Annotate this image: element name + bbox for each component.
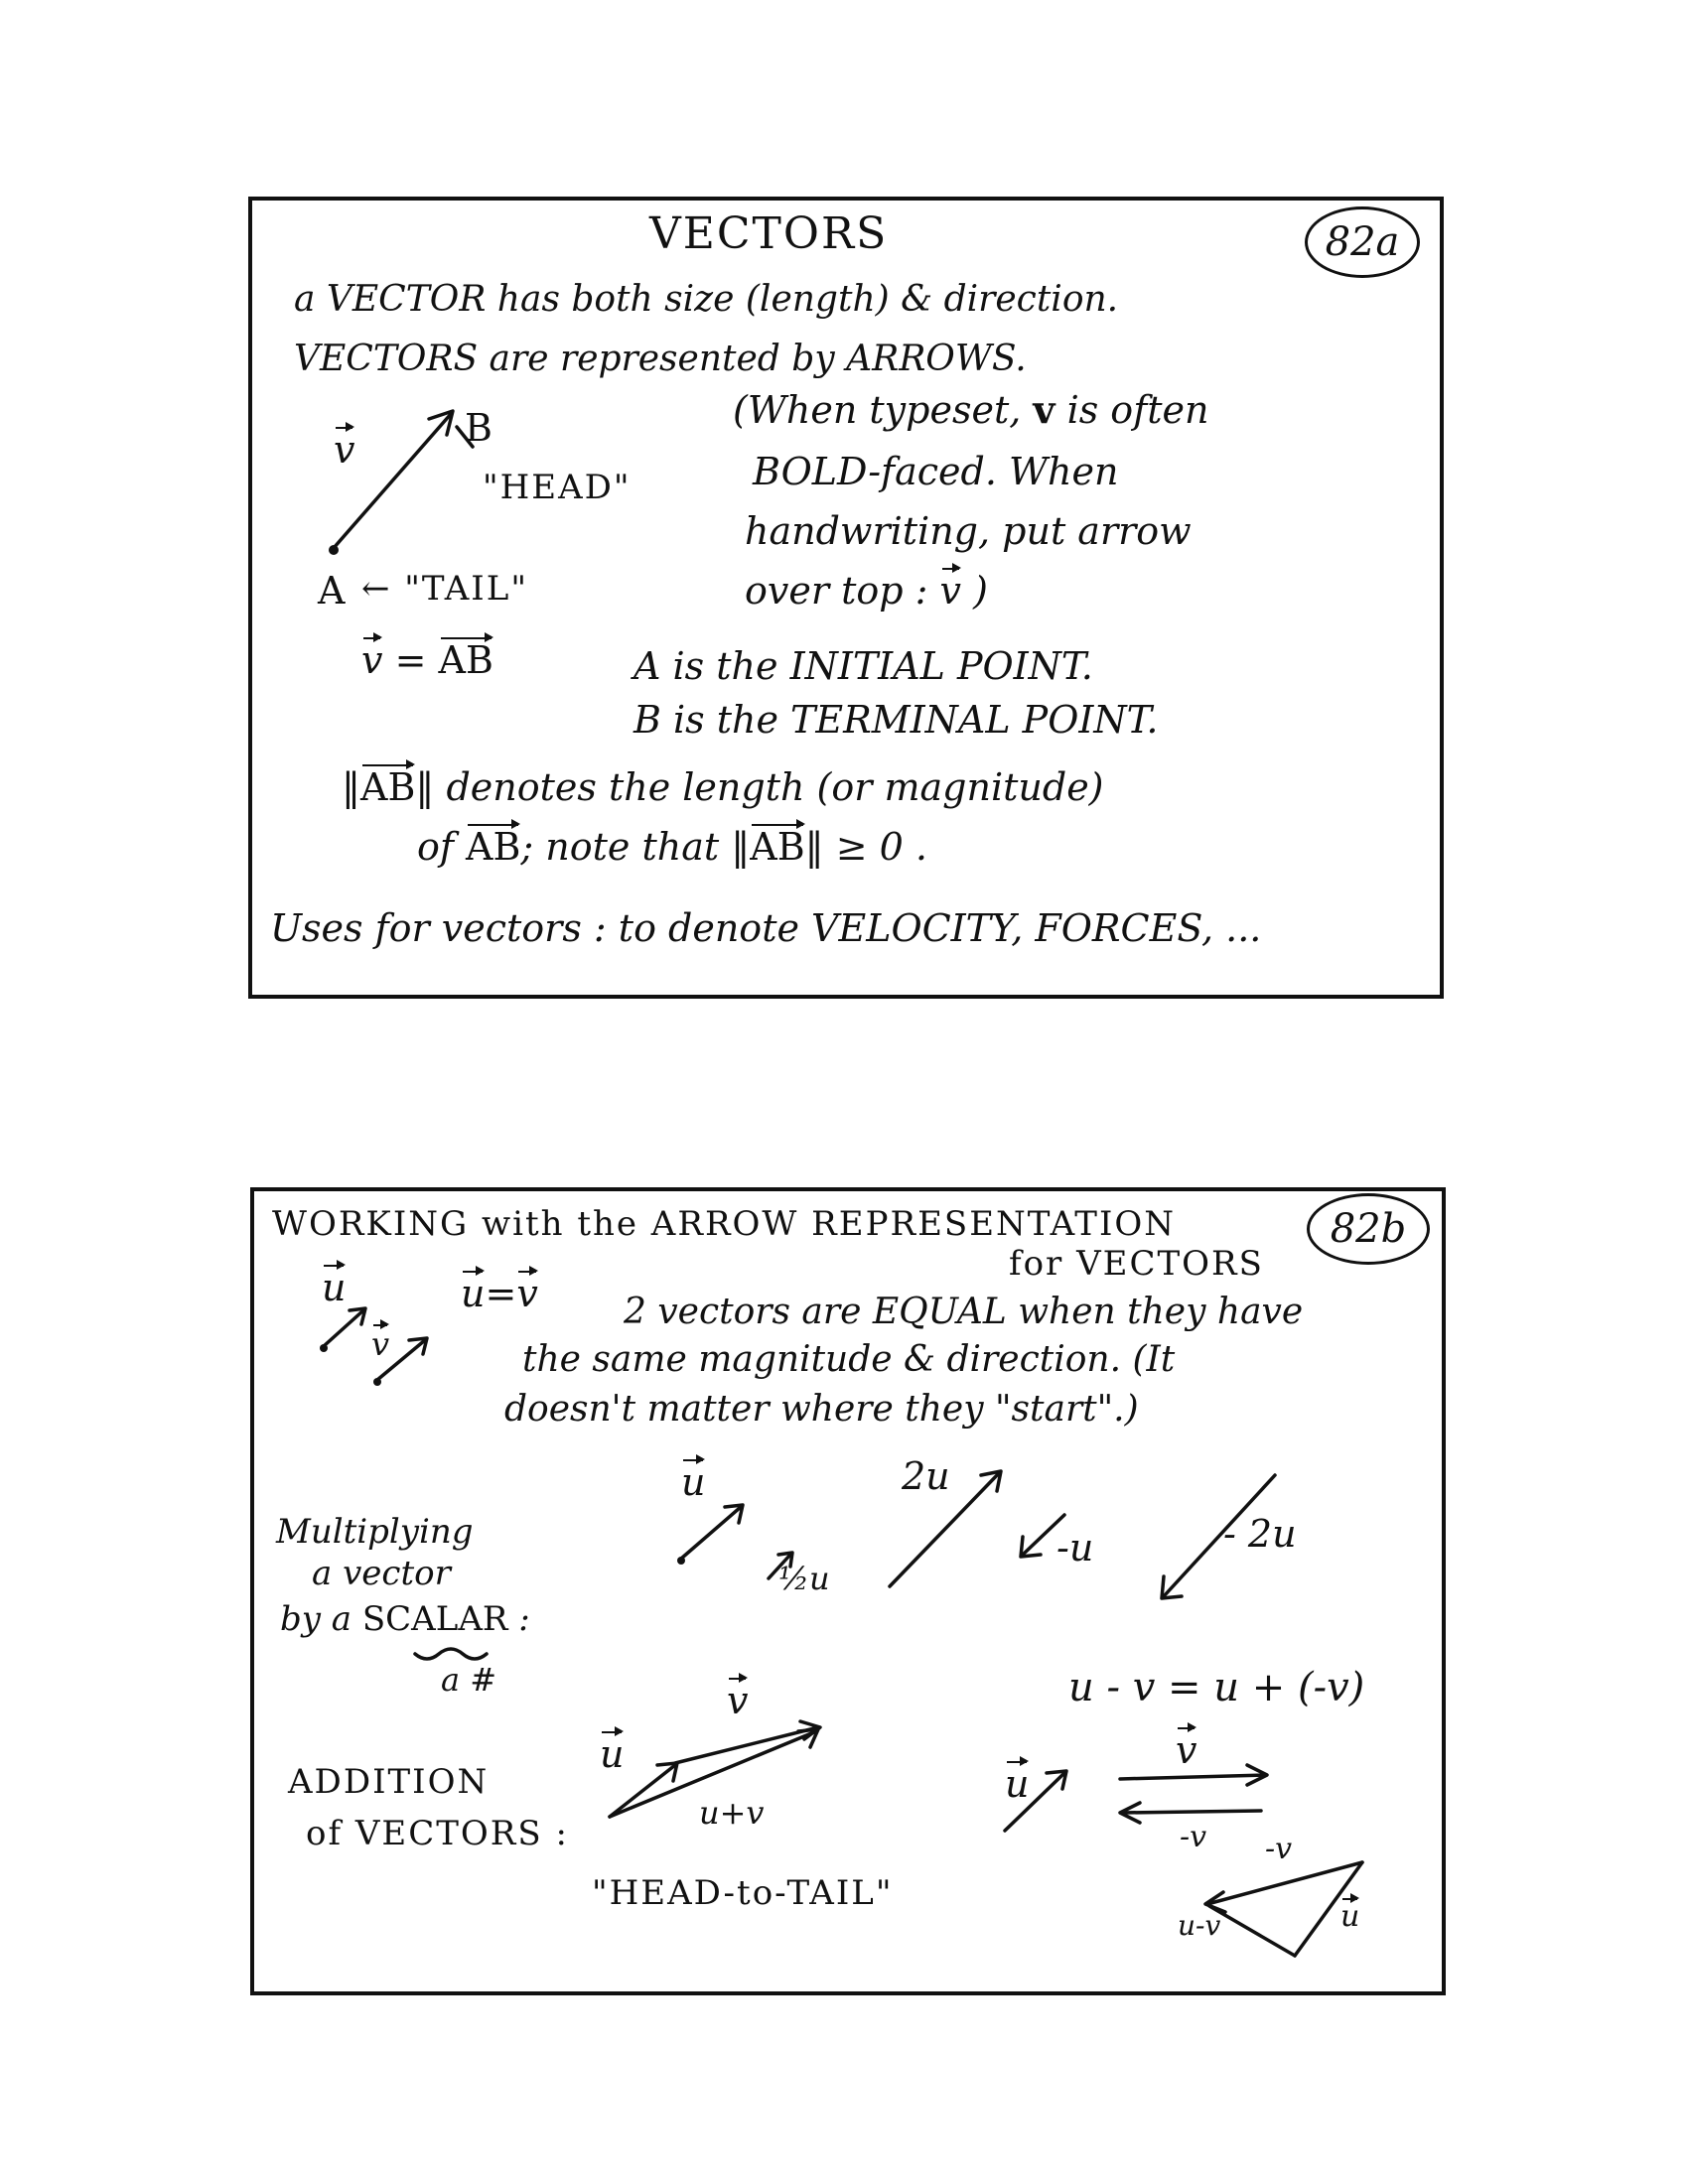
add-v-label: v	[727, 1679, 749, 1722]
scalar-neg-u-label: -u	[1056, 1526, 1094, 1570]
add-sum-label: u+v	[699, 1794, 765, 1832]
v-label: v	[334, 428, 355, 472]
terminal-point-line: B is the TERMINAL POINT.	[633, 698, 1159, 742]
v-label: v	[371, 1325, 390, 1363]
equal-def-line1: 2 vectors are EQUAL when they have	[624, 1292, 1304, 1332]
addition-line1: ADDITION	[288, 1762, 490, 1802]
sub-u2-label: u	[1340, 1899, 1360, 1934]
card-82b	[250, 1187, 1446, 1995]
add-u-label: u	[600, 1732, 625, 1776]
nonnegative-line: of AB; note that ‖AB‖ ≥ 0 .	[417, 825, 927, 869]
a-label: A	[318, 569, 348, 613]
card-title-line2: for VECTORS	[1009, 1244, 1264, 1284]
definition-line: a VECTOR has both size (length) & direction.	[294, 279, 1119, 320]
typeset-note-line4: over top : v )	[745, 569, 988, 613]
scalar-note: a #	[441, 1661, 497, 1699]
uses-line: Uses for vectors : to denote VELOCITY, FORCES, ...	[270, 906, 1262, 950]
sub-neg-v2-label: -v	[1265, 1832, 1293, 1866]
sub-v-label: v	[1176, 1728, 1197, 1772]
scalar-neg-2u-label: - 2u	[1223, 1512, 1297, 1556]
multiplying-line1: Multiplying	[276, 1512, 474, 1552]
typeset-note-line3: handwriting, put arrow	[745, 509, 1192, 553]
equal-def-line3: doesn't matter where they "start".)	[504, 1389, 1139, 1430]
page-badge: 82b	[1307, 1193, 1430, 1265]
tail-label: ← "TAIL"	[361, 569, 528, 609]
multiplying-line3: by a SCALAR :	[280, 1599, 530, 1639]
magnitude-line: ‖AB‖ denotes the length (or magnitude)	[342, 765, 1104, 809]
head-label: "HEAD"	[483, 468, 632, 507]
b-label: B	[465, 406, 494, 450]
u-equals-v: u=v	[461, 1272, 538, 1315]
card-82a	[248, 197, 1444, 999]
vector-arrow-diagram	[252, 201, 649, 498]
subtraction-equation: u - v = u + (-v)	[1068, 1665, 1365, 1710]
u-label: u	[322, 1266, 347, 1309]
multiplying-line2: a vector	[312, 1554, 451, 1593]
head-to-tail-label: "HEAD-to-TAIL"	[592, 1873, 894, 1913]
typeset-note-line1: (When typeset, v is often	[733, 387, 1209, 432]
subtraction-diagram	[254, 1191, 1446, 1985]
sub-neg-v-label: -v	[1180, 1820, 1207, 1854]
typeset-note-line2: BOLD-faced. When	[753, 450, 1119, 493]
scalar-half-u-label: ½u	[778, 1560, 830, 1597]
page-badge: 82a	[1305, 206, 1420, 278]
addition-line2: of VECTORS :	[306, 1814, 569, 1853]
representation-line: VECTORS are represented by ARROWS.	[294, 339, 1027, 379]
initial-point-line: A is the INITIAL POINT.	[633, 644, 1093, 688]
vector-equation: v = AB	[361, 638, 493, 682]
scalar-u-label: u	[681, 1460, 706, 1504]
sub-u-label: u	[1005, 1762, 1030, 1806]
card-title: VECTORS	[649, 208, 889, 259]
sub-diff-label: u-v	[1178, 1909, 1221, 1942]
card-title-line1: WORKING with the ARROW REPRESENTATION	[272, 1204, 1177, 1244]
scalar-2u-label: 2u	[902, 1454, 950, 1498]
equal-def-line2: the same magnitude & direction. (It	[522, 1339, 1176, 1380]
